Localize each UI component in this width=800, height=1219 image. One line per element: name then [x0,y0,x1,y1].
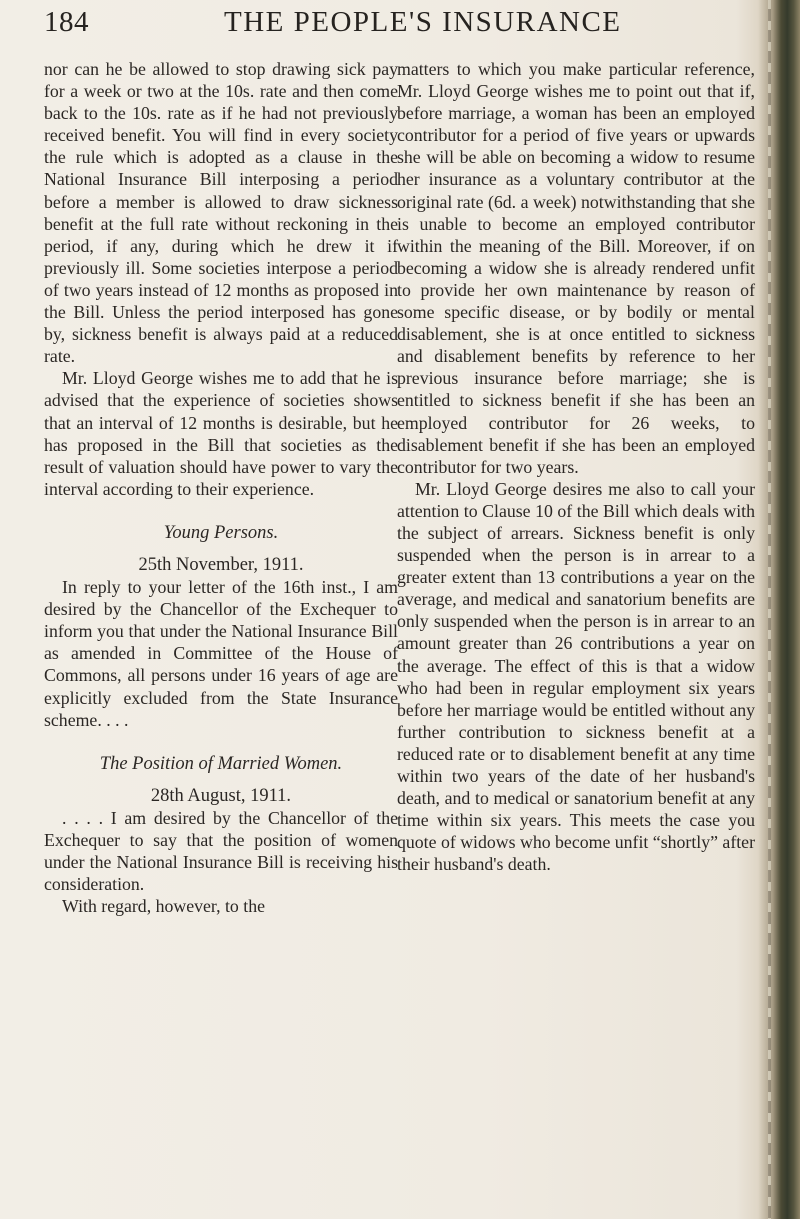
left-paragraph-5: With regard, however, to the [62,896,265,917]
page-edge-strip [758,0,800,1219]
right-column [397,58,755,875]
left-paragraph-2: Mr. Lloyd George wishes me to add that he is advised that the experience of societies shows that an interval of 12 months is desirable, but he has proposed in the Bill that societies as the result of valuation should have power to vary the interval according to their experience. [44,368,398,499]
left-column [44,58,398,917]
running-head-title: THE PEOPLE'S INSURANCE [224,6,622,38]
dateline-25-november: 25th November, 1911. [138,554,304,575]
left-paragraph-3: In reply to your letter of the 16th inst., I am desired by the Chancellor of the Exchequer to inform you that under the National Insurance Bill as amended in Committee of the House of Commons, all persons under 16 years of age are explicitly excluded from the State Insurance scheme. . . . [44,577,398,730]
section-heading-married-women: The Position of Married Women. [99,753,343,774]
right-paragraph-2: Mr. Lloyd George desires me also to call your attention to Clause 10 of the Bill which deals with the subject of arrears. Sickness benefit is only suspended when the person is in arrear to a greater extent than 13 contributions a year on the average, and medical and sanatorium benefits are only suspended when the person is in arrear to an amount greater than 26 contributions a year on the average. The effect of this is that a widow who had been in regular employment six years before her marriage would be entitled without any further contribution to sickness benefit at a reduced rate or to disablement benefit at any time within two years of the date of her husband's death, and to medical or sanatorium benefit at any time within six years. This meets the case you quote of widows who become unfit “shortly” after their husband's death. [397,478,755,875]
dateline-28-august: 28th August, 1911. [150,785,292,806]
page-number: 184 [44,6,89,38]
section-heading-young-persons: Young Persons. [163,522,279,543]
left-paragraph-1: nor can he be allowed to stop drawing sick pay for a week or two at the 10s. rate and then come back to the 10s. rate as if he had not previously received benefit. You will find in every society the rule which is adopted as a clause in the National Insurance Bill interposing a period before a member is allowed to draw sickness benefit at the full rate without reckoning in the period, if any, during which he drew it if previously ill. Some societies interpose a period of two years instead of 12 months as proposed in the Bill. Unless the period interposed has gone by, sickness benefit is always paid at a reduced rate. [44,59,398,367]
left-paragraph-4: . . . . I am desired by the Chancellor of the Exchequer to say that the position of women under the National Insurance Bill is receiving his consideration. [44,807,398,895]
running-head [44,6,744,46]
right-paragraph-1: matters to which you make particular reference, Mr. Lloyd George wishes me to point out that if, before marriage, a woman has been an employed contributor for a period of five years or upwards she will be able on becoming a widow to resume her insurance as a voluntary contributor at the original rate (6d. a week) notwithstanding that she is unable to become an employed contributor within the meaning of the Bill. Moreover, if on becoming a widow she is already rendered unfit to provide her own maintenance by reason of some specific disease, or by bodily or mental disablement, she is at once entitled to sickness and disablement benefits by reference to her previous insurance before marriage; she is entitled to sickness benefit if she has been an employed contributor for 26 weeks, to disablement benefit if she has been an employed contributor for two years. [397,59,755,477]
